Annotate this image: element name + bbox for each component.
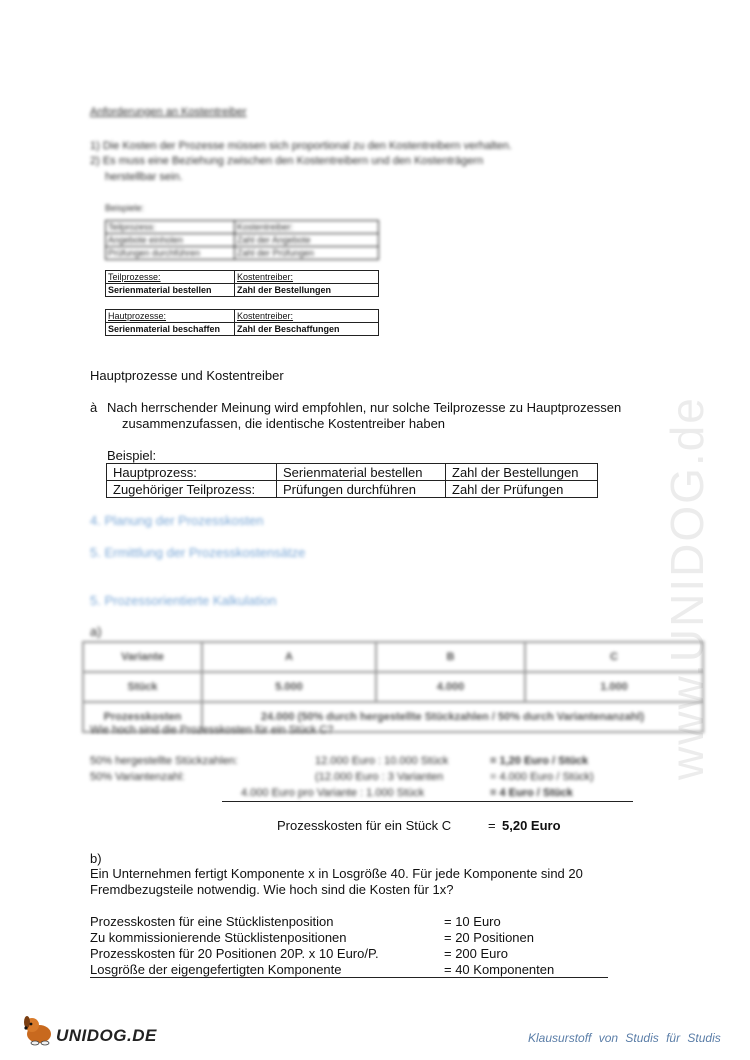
part-a-label: a) (90, 624, 102, 639)
section-5b-heading: 5. Prozessorientierte Kalkulation (90, 593, 277, 608)
table-row (106, 284, 379, 297)
table-cell: Stück (83, 672, 202, 702)
table-cell: B (376, 642, 525, 672)
table-cell: Variante (83, 642, 202, 672)
table-cell: A (202, 642, 376, 672)
table-cell: Serienmaterial bestellen (106, 284, 235, 297)
kalkulation-table (82, 641, 704, 733)
teilprozesse-table (105, 270, 379, 297)
table-cell: Zahl der Prüfungen (446, 481, 598, 498)
calc-row-1-calc: 12.000 Euro : 10.000 Stück (315, 755, 449, 767)
calc-row-1-result: = 1,20 Euro / Stück (490, 755, 589, 767)
table-cell: Prüfungen durchführen (106, 247, 235, 260)
total-label: Prozesskosten für ein Stück C (277, 818, 452, 833)
table-row (106, 271, 379, 284)
table-cell: Kostentreiber: (235, 271, 379, 284)
part-b-row-3-label: Prozesskosten für 20 Positionen 20P. x 10 Euro/P. (90, 946, 379, 961)
sum-line (222, 801, 633, 802)
paragraph-line-2: zusammenzufassen, die identische Kostentreiber haben (122, 416, 446, 431)
requirements-item-2a: 2) Es muss eine Beziehung zwischen den Kostentreibern und den Kostenträgern (90, 155, 484, 167)
calc-row-2-result: = 4.000 Euro / Stück) (490, 771, 594, 783)
table-row (106, 221, 379, 234)
total-equals: = (488, 818, 496, 833)
section-heading-hauptprozesse: Hauptprozesse und Kostentreiber (90, 368, 284, 383)
table-cell: Angebote einholen (106, 234, 235, 247)
question-a: Wie hoch sind die Prozesskosten für ein Stück C? (90, 724, 334, 736)
table-cell: Zahl der Prüfungen (235, 247, 379, 260)
table-cell: Teilprozess: (106, 221, 235, 234)
arrow-bullet: à (90, 400, 98, 415)
beispiel-label: Beispiel: (107, 448, 157, 463)
examples-blurred-table (105, 220, 379, 260)
part-b-row-1-label: Prozesskosten für eine Stücklistenposition (90, 914, 334, 929)
table-row (106, 247, 379, 260)
table-cell: Serienmaterial beschaffen (106, 323, 235, 336)
footer-tagline: Klausurstoff von Studis für Studis (528, 1031, 721, 1045)
total-value: 5,20 Euro (502, 818, 561, 833)
table-cell: Zugehöriger Teilprozess: (107, 481, 277, 498)
section-5a-heading: 5. Ermittlung der Prozesskostensätze (90, 545, 306, 560)
table-row (83, 672, 703, 702)
calc-row-2-label: 50% Variantenzahl: (90, 771, 185, 783)
table-cell: Prozesskosten (83, 702, 202, 732)
calc-row-3-calc: 4.000 Euro pro Variante : 1.000 Stück (241, 787, 425, 799)
table-row (83, 642, 703, 672)
table-cell: 4.000 (376, 672, 525, 702)
requirements-item-1: 1) Die Kosten der Prozesse müssen sich proportional zu den Kostentreibern verhalten. (90, 140, 512, 152)
part-b-line-2: Fremdbezugsteile notwendig. Wie hoch sind die Kosten für 1x? (90, 882, 454, 897)
table-cell: Kostentreiber: (235, 310, 379, 323)
table-cell: Teilprozesse: (106, 271, 235, 284)
part-b-label: b) (90, 851, 102, 866)
table-cell: Zahl der Beschaffungen (235, 323, 379, 336)
table-cell: 5.000 (202, 672, 376, 702)
hauptprozesse-small-table (105, 309, 379, 336)
table-cell: Zahl der Bestellungen (235, 284, 379, 297)
table-row (106, 310, 379, 323)
table-cell: C (525, 642, 703, 672)
table-cell: Prüfungen durchführen (277, 481, 446, 498)
watermark-text: www.UNIDOG.de (661, 396, 713, 780)
part-b-row-4-label: Losgröße der eigengefertigten Komponente (90, 962, 342, 977)
table-row (107, 464, 598, 481)
calc-row-1-label: 50% hergestellte Stückzahlen: (90, 755, 238, 767)
table-row (106, 323, 379, 336)
dog-logo-icon (20, 1012, 56, 1048)
part-b-row-2-label: Zu kommissionierende Stücklistenpositionen (90, 930, 347, 945)
part-b-underline (90, 977, 608, 978)
table-cell: 1.000 (525, 672, 703, 702)
examples-label: Beispiele: (105, 203, 145, 213)
table-cell: 24.000 (50% durch hergestellte Stückzahlen / 50% durch Variantenanzahl) (202, 702, 703, 732)
section-4-heading: 4. Planung der Prozesskosten (90, 513, 264, 528)
calc-row-3-result: = 4 Euro / Stück (490, 787, 573, 799)
paragraph-line-1: Nach herrschender Meinung wird empfohlen, nur solche Teilprozesse zu Hauptprozessen (107, 400, 622, 415)
table-cell: Serienmaterial bestellen (277, 464, 446, 481)
part-b-row-4-value: = 40 Komponenten (444, 962, 555, 977)
part-b-row-2-value: = 20 Positionen (444, 930, 534, 945)
table-cell: Zahl der Bestellungen (446, 464, 598, 481)
part-b-row-3-value: = 200 Euro (444, 946, 508, 961)
requirements-heading: Anforderungen an Kostentreiber (90, 106, 247, 118)
table-row (107, 481, 598, 498)
table-cell: Kostentreiber: (235, 221, 379, 234)
logo-text: UNIDOG.DE (56, 1026, 157, 1045)
part-b-row-1-value: = 10 Euro (444, 914, 501, 929)
calc-row-2-calc: (12.000 Euro : 3 Varianten (315, 771, 444, 783)
table-row (106, 234, 379, 247)
part-b-line-1: Ein Unternehmen fertigt Komponente x in Losgröße 40. Für jede Komponente sind 20 (90, 866, 583, 881)
requirements-item-2b: herstellbar sein. (105, 171, 183, 183)
table-cell: Hautprozesse: (106, 310, 235, 323)
table-cell: Zahl der Angebote (235, 234, 379, 247)
beispiel-table (106, 463, 598, 498)
table-cell: Hauptprozess: (107, 464, 277, 481)
